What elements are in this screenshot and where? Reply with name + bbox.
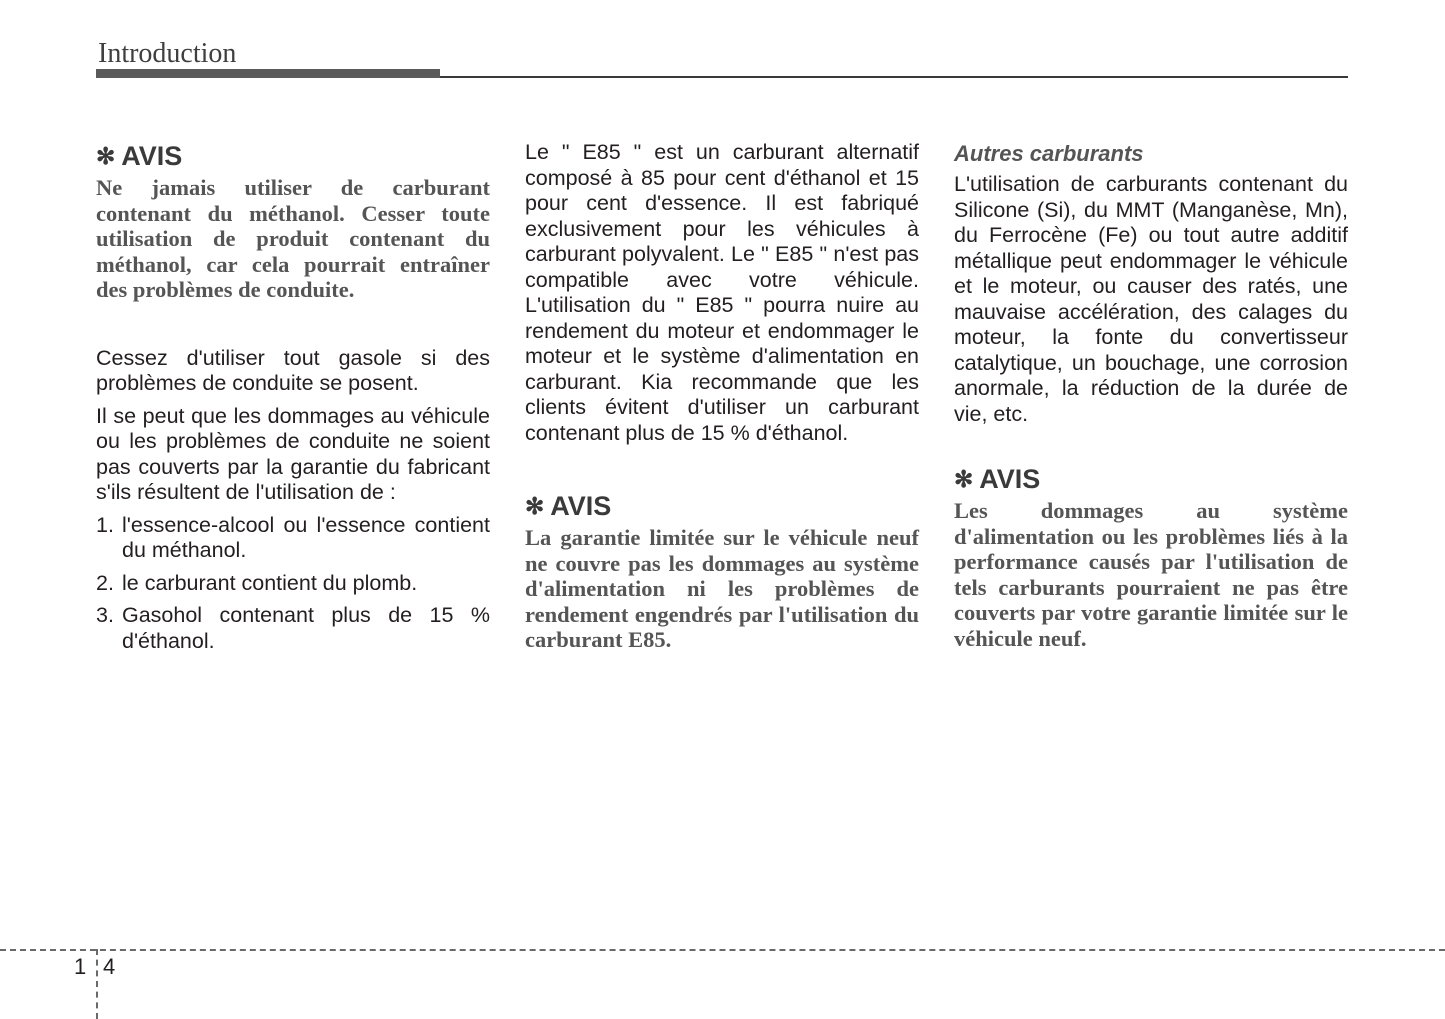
asterisk-icon: ✻ [954,466,974,492]
page-section-number: 1 [74,954,87,979]
list-number: 3. [96,603,114,627]
paragraph-warranty: Il se peut que les dommages au véhicule ou les problèmes de conduite ne soient pas couverts par la garantie du fabricant s'ils résultent de l'utilisation de : [96,403,490,504]
list-item [96,571,490,597]
paragraph-gasole: Cessez d'utiliser tout gasole si des problèmes de conduite se posent. [96,345,490,395]
avis-methanol-warning: Ne jamais utiliser de carburant contenant du méthanol. Cesser toute utilisation de produit contenant du méthanol, car cela pourrait entraîner des problèmes de conduite. [96,175,490,302]
list-item [96,513,490,564]
avis-heading [525,490,919,522]
avis-heading [96,140,490,172]
column-left [96,140,490,654]
avis-title: AVIS [550,491,612,521]
list-number: 2. [96,570,114,595]
asterisk-icon: ✻ [96,143,116,169]
header-rule-thin [440,76,1348,78]
avis-title: AVIS [979,464,1041,494]
column-right [954,140,1348,651]
list-text: le carburant contient du plomb. [122,570,418,595]
page-number: 4 [103,954,116,979]
avis-heading [954,463,1348,495]
paragraph-additives: L'utilisation de carburants contenant du Silicone (Si), du MMT (Manganèse, Mn), du Ferrocène (Fe) ou tout autre additif métallique peut endommager le véhicule et le moteur, ou causer des ratés, une mauvaise accélération, des calages du moteur, la fonte du convertisseur catalytique, un bouchage, une corrosion anormale, la réduction de la durée de vie, etc. [954,172,1348,426]
list-text: l'essence-alcool ou l'essence contient du méthanol. [122,512,490,562]
avis-additive-warranty: Les dommages au système d'alimentation ou les problèmes liés à la performance causés par l'utilisation de tels carburants pourraient ne pas être couverts par votre garantie limitée sur le véhicule neuf. [954,498,1348,651]
subheading-other-fuels: Autres carburants [954,141,1144,166]
fuel-list [96,513,490,655]
list-number: 1. [96,512,114,537]
avis-e85-warranty: La garantie limitée sur le véhicule neuf ne couvre pas les dommages au système d'alimentation ni les problèmes de rendement engendrés par l'utilisation du carburant E85. [525,525,919,652]
list-text: Gasohol contenant plus de 15 % d'éthanol. [122,603,490,653]
footer-dashed-divider [96,949,98,1019]
asterisk-icon: ✻ [525,493,545,519]
header-rule-thick [96,69,440,78]
footer-dashed-rule [0,949,1445,951]
page-header-title: Introduction [98,38,237,69]
avis-title: AVIS [121,141,183,171]
list-item [96,603,490,654]
paragraph-e85: Le " E85 " est un carburant alternatif composé à 85 pour cent d'éthanol et 15 pour cent d'essence. Il est fabriqué exclusivement pour les véhicules à carburant polyvalent. Le " E85 " n'est pas compatible avec votre véhicule. L'utilisation du " E85 " pourra nuire au rendement du moteur et endommager le moteur et le système d'alimentation en carburant. Kia recommande que les clients évitent d'utiliser un carburant contenant plus de 15 % d'éthanol. [525,140,919,445]
column-middle [525,140,919,653]
